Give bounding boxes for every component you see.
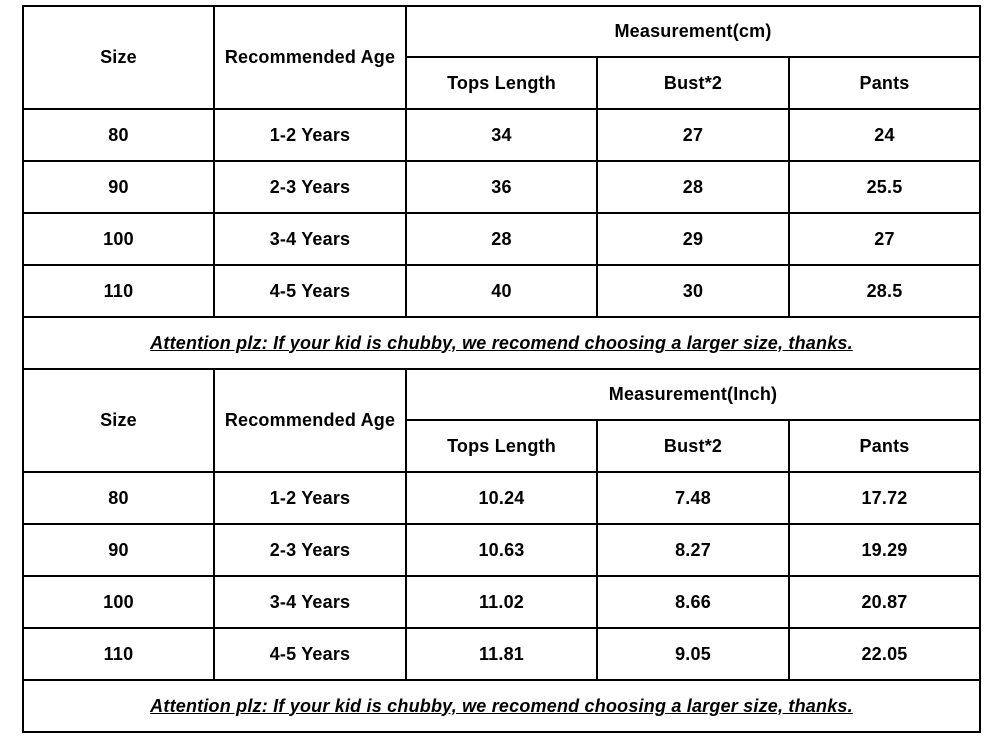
size-chart	[22, 5, 979, 746]
tops-length-cell: 34	[406, 109, 597, 161]
age-cell: 1-2 Years	[214, 472, 406, 524]
pants-cell: 25.5	[789, 161, 980, 213]
table-row	[23, 628, 980, 680]
recommended-age-header: Recommended Age	[214, 369, 406, 472]
table-row	[23, 472, 980, 524]
measurement-cm-header: Measurement(cm)	[406, 6, 980, 57]
tops-length-cell: 10.63	[406, 524, 597, 576]
measurement-inch-header: Measurement(Inch)	[406, 369, 980, 420]
tops-length-cell: 11.81	[406, 628, 597, 680]
size-cell: 90	[23, 161, 214, 213]
age-cell: 4-5 Years	[214, 265, 406, 317]
attention-note: Attention plz: If your kid is chubby, we recomend choosing a larger size, thanks.	[23, 317, 980, 369]
bust-cell: 28	[597, 161, 789, 213]
bust-cell: 8.27	[597, 524, 789, 576]
recommended-age-header: Recommended Age	[214, 6, 406, 109]
age-cell: 3-4 Years	[214, 576, 406, 628]
table-row	[23, 109, 980, 161]
pants-cell: 28.5	[789, 265, 980, 317]
tops-length-cell: 36	[406, 161, 597, 213]
pants-cell: 19.29	[789, 524, 980, 576]
size-cell: 100	[23, 576, 214, 628]
bust-cell: 27	[597, 109, 789, 161]
table-row	[23, 265, 980, 317]
tops-length-cell: 28	[406, 213, 597, 265]
tops-length-cell: 11.02	[406, 576, 597, 628]
bust-cell: 8.66	[597, 576, 789, 628]
size-cell: 100	[23, 213, 214, 265]
pants-cell: 27	[789, 213, 980, 265]
pants-header: Pants	[789, 57, 980, 109]
pants-cell: 20.87	[789, 576, 980, 628]
tops-length-cell: 40	[406, 265, 597, 317]
bust-header: Bust*2	[597, 57, 789, 109]
age-cell: 1-2 Years	[214, 109, 406, 161]
size-cell: 110	[23, 265, 214, 317]
bust-cell: 7.48	[597, 472, 789, 524]
age-cell: 4-5 Years	[214, 628, 406, 680]
tops-length-cell: 10.24	[406, 472, 597, 524]
attention-note-row	[23, 680, 980, 732]
cm-header-row	[23, 6, 980, 57]
table-row	[23, 524, 980, 576]
tops-length-header: Tops Length	[406, 57, 597, 109]
pants-cell: 17.72	[789, 472, 980, 524]
size-chart-table	[22, 5, 981, 733]
size-cell: 110	[23, 628, 214, 680]
pants-header: Pants	[789, 420, 980, 472]
size-cell: 80	[23, 472, 214, 524]
bust-cell: 9.05	[597, 628, 789, 680]
age-cell: 3-4 Years	[214, 213, 406, 265]
pants-cell: 22.05	[789, 628, 980, 680]
bust-cell: 30	[597, 265, 789, 317]
size-header: Size	[23, 6, 214, 109]
table-row	[23, 576, 980, 628]
table-row	[23, 161, 980, 213]
tops-length-header: Tops Length	[406, 420, 597, 472]
size-cell: 90	[23, 524, 214, 576]
age-cell: 2-3 Years	[214, 524, 406, 576]
pants-cell: 24	[789, 109, 980, 161]
bust-header: Bust*2	[597, 420, 789, 472]
size-cell: 80	[23, 109, 214, 161]
inch-header-row	[23, 369, 980, 420]
size-header: Size	[23, 369, 214, 472]
bust-cell: 29	[597, 213, 789, 265]
age-cell: 2-3 Years	[214, 161, 406, 213]
attention-note: Attention plz: If your kid is chubby, we recomend choosing a larger size, thanks.	[23, 680, 980, 732]
attention-note-row	[23, 317, 980, 369]
table-row	[23, 213, 980, 265]
